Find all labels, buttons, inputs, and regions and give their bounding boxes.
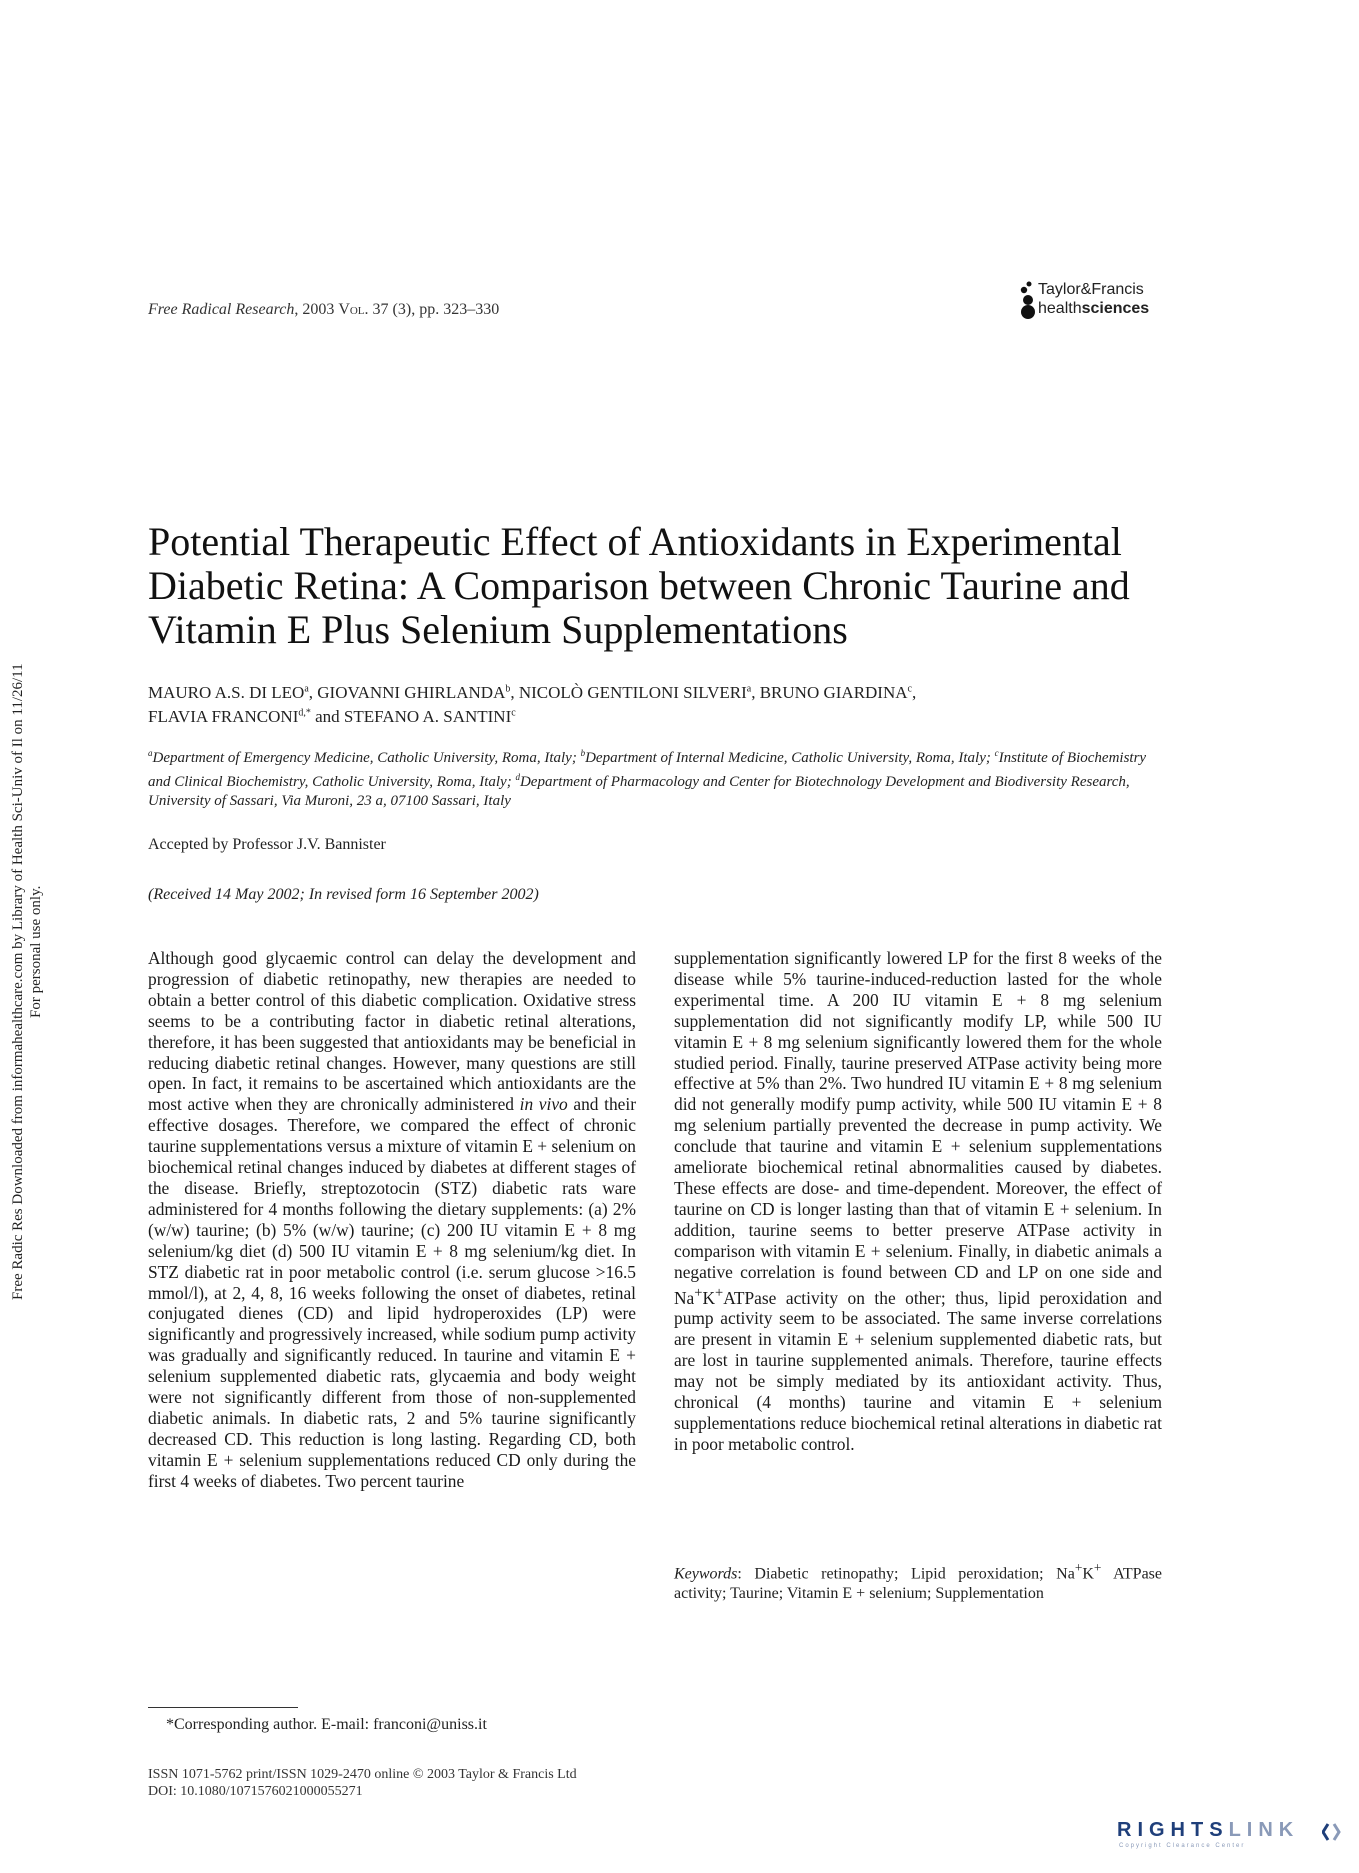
watermark-line-2: For personal use only.	[28, 885, 44, 1018]
journal-name: Free Radical Research	[148, 301, 295, 318]
journal-citation	[148, 301, 499, 319]
rightslink-arrow-icon	[1322, 1821, 1342, 1843]
author: NICOLÒ GENTILONI SILVERI$^a$,	[518, 682, 760, 702]
author-list	[148, 678, 1168, 727]
accepted-by: Accepted by Professor J.V. Bannister	[148, 836, 386, 853]
keywords: Keywords: Diabetic retinopathy; Lipid peroxidation; Na+K+ ATPase activity; Taurine; Vitamin E + selenium; Supplementation	[674, 1560, 1162, 1603]
keywords-label: Keywords	[674, 1565, 738, 1583]
author: FLAVIA $FRANCONI^{d,*}$ and	[148, 707, 344, 727]
abstract-right-column: supplementation significantly lowered LP for the first 8 weeks of the disease while 5% taurine-induced-reduction lasted for the whole experimental time. A 200 IU vitamin E + 8 mg selenium supplementation did not significantly modify LP, while 500 IU vitamin E + 8 mg selenium significantly lowered them for the whole studied period. Finally, taurine preserved ATPase activity being more effective at 5% than 2%. Two hundred IU vitamin E + 8 mg selenium did not generally modify pump activity, while 500 IU vitamin E + 8 mg selenium partially prevented the decrease in pump activity. We conclude that taurine and vitamin E + selenium supplementations ameliorate biochemical retinal abnormalities caused by diabetes. These effects are dose- and time-dependent. Moreover, the effect of taurine on CD is longer lasting than that of vitamin E + selenium. In addition, taurine seems to better preserve ATPase activity in comparison with vitamin E + selenium. Finally, in diabetic animals a negative correlation is found between CD and LP on one side and Na+K+ATPase activity on the other; thus, lipid peroxidation and pump activity seem to be associated. The same inverse correlations are present in vitamin E + selenium supplemented diabetic rats, but are lost in taurine supplemented animals. Therefore, taurine effects may not be simply mediated by its antioxidant activity. Thus, chronical (4 months) taurine and vitamin E + selenium supplementations reduce biochemical retinal alterations in diabetic rat in poor metabolic control.	[674, 948, 1162, 1454]
publisher-dots-icon	[1017, 281, 1037, 321]
author: GIOVANNI GHIRLANDA$^b$,	[317, 682, 519, 702]
publisher-division	[1038, 300, 1149, 318]
affiliations: $^a$Department of Emergency Medicine, Catholic University, Roma, Italy; $^b$Department of Internal Medicine, Catholic University, Roma, Italy; $^c$Institute of Biochemistry and Clinical Biochemistry, Catholic University, Roma, Italy; $^d$Department of Pharmacology and Center for Biotechnology Development and Biodiversity Research, University of Sassari, Via Muroni, 23 a, 07100 Sassari, Italy	[148, 748, 1147, 809]
publisher-name: Taylor&Francis	[1038, 281, 1144, 298]
author: STEFANO A. SANTINI$^c$	[343, 707, 516, 727]
corresponding-author: *Corresponding author. E-mail: franconi@uniss.it	[166, 1716, 487, 1733]
article-title: Potential Therapeutic Effect of Antioxidants in Experimental Diabetic Retina: A Comparison between Chronic Taurine and Vitamin E Plus Selenium Supplementations	[148, 519, 1130, 652]
journal-vol-label: Vol	[338, 301, 365, 318]
author: MAURO A.S. DI LEO$^a$,	[148, 682, 318, 702]
issn-doi	[148, 1766, 577, 1800]
download-watermark	[0, 0, 60, 1873]
journal-pages: . 37 (3), pp. 323–330	[364, 301, 500, 318]
watermark-line-1: Free Radic Res Downloaded from informahealthcare.com by Library of Health Sci-Univ of Il on 11/26/11	[10, 663, 26, 1300]
affiliation: Institute of Biochemistry and Clinical Biochemistry, Catholic University, Roma, Italy;	[148, 750, 1147, 790]
issn-line: ISSN 1071-5762 print/ISSN 1029-2470 online © 2003 Taylor & Francis Ltd	[148, 1767, 577, 1782]
doi-line: DOI: 10.1080/1071576021000055271	[148, 1784, 363, 1799]
affiliation: Department of Pharmacology and Center for Biotechnology Development and Biodiversity Research, University of Sassari, Via Muroni, 23 a, 07100 Sassari, Italy	[148, 774, 1130, 809]
rightslink-subtitle: Copyright Clearance Center	[1119, 1843, 1246, 1849]
received-dates: (Received 14 May 2002; In revised form 16 September 2002)	[148, 886, 539, 903]
journal-year: , 2003	[294, 301, 339, 318]
author: BRUNO GIARDINA$^c$,	[759, 682, 917, 702]
publisher-division-b: sciences	[1081, 300, 1150, 317]
publisher-logo	[1017, 281, 1165, 321]
abstract-left-column: Although good glycaemic control can delay the development and progression of diabetic retinopathy, new therapies are needed to obtain a better control of this diabetic complication. Oxidative stress seems to be a contributing factor in diabetic retinal alterations, therefore, it has been suggested that antioxidants may be beneficial in reducing diabetic retinal changes. However, many questions are still open. In fact, it remains to be ascertained which antioxidants are the most active when they are chronically administered in vivo and their effective dosages. Therefore, we compared the effect of chronic taurine supplementations versus a mixture of vitamin E + selenium on biochemical retinal changes induced by diabetes at different stages of the disease. Briefly, streptozotocin (STZ) diabetic rats ware administered for 4 months following the dietary supplements: (a) 2% (w/w) taurine; (b) 5% (w/w) taurine; (c) 200 IU vitamin E + 8 mg selenium/kg diet (d) 500 IU vitamin E + 8 mg selenium/kg diet. In STZ diabetic rat in poor metabolic control (i.e. serum glucose >16.5 mmol/l), at 2, 4, 8, 16 weeks following the onset of diabetes, retinal conjugated dienes (CD) and lipid hydroperoxides (LP) were significantly and progressively increased, while sodium pump activity was gradually and significantly reduced. In taurine and vitamin E + selenium supplemented diabetic rats, glycaemia and body weight were not significantly different from those of non-supplemented diabetic animals. In diabetic rats, 2 and 5% taurine significantly decreased CD. This reduction is long lasting. Regarding CD, both vitamin E + selenium supplementations reduced CD only during the first 4 weeks of diabetes. Two percent taurine	[148, 948, 636, 1491]
affiliation: Department of Emergency Medicine, Catholic University, Roma, Italy;	[152, 750, 581, 766]
publisher-division-a: health	[1038, 300, 1082, 317]
footnote-rule	[148, 1707, 298, 1708]
affiliation: Department of Internal Medicine, Catholic University, Roma, Italy;	[585, 750, 995, 766]
rightslink-logo[interactable]: RIGHTSLINK Copyright Clearance Center	[1117, 1819, 1349, 1853]
